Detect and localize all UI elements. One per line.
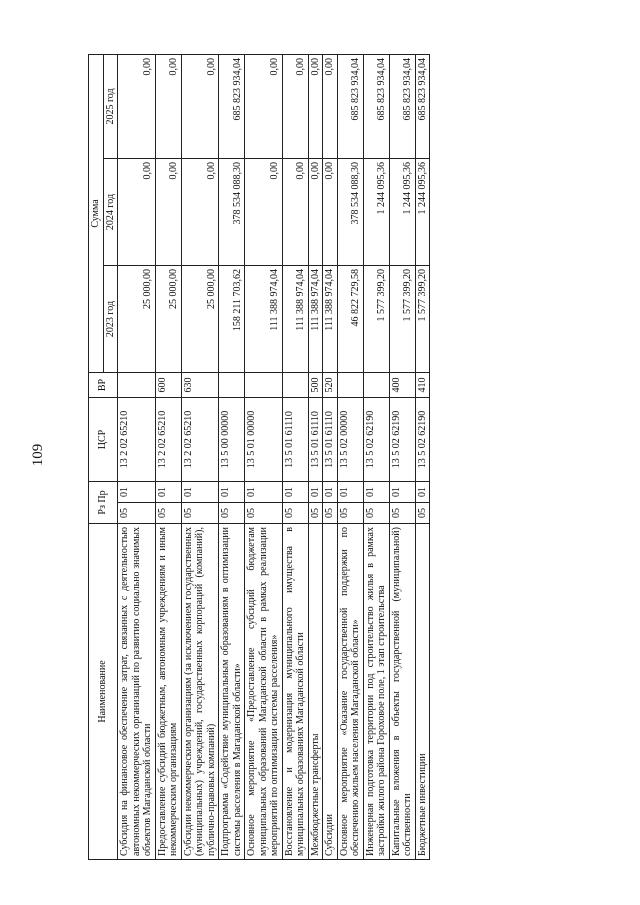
row-name: Субсидии xyxy=(323,524,338,860)
row-value-2025: 685 823 934,04 xyxy=(415,54,430,158)
header-year-2023: 2023 год xyxy=(103,265,118,372)
row-name: Капитальные вложения в объекты государственной (муниципальной) собственности xyxy=(389,524,415,860)
row-value-2025: 0,00 xyxy=(181,54,219,158)
row-vr xyxy=(363,372,389,397)
row-vr xyxy=(245,372,283,397)
row-csr: 13 5 01 61110 xyxy=(282,397,308,481)
row-value-2023: 1 577 399,20 xyxy=(389,265,415,372)
row-pr: 01 xyxy=(389,481,415,502)
table-row xyxy=(415,54,430,859)
row-csr: 13 5 00 00000 xyxy=(219,397,245,481)
table-row xyxy=(308,54,323,859)
row-rz: 05 xyxy=(245,503,283,524)
row-value-2023: 1 577 399,20 xyxy=(363,265,389,372)
row-value-2024: 1 244 095,36 xyxy=(363,158,389,265)
row-value-2023: 111 388 974,04 xyxy=(323,265,338,372)
row-value-2023: 25 000,00 xyxy=(155,265,181,372)
row-vr: 410 xyxy=(415,372,430,397)
table-row xyxy=(245,54,283,859)
row-name: Субсидии некоммерческим организациям (за исключением государственных (муниципальных) учреждений, государственных корпораций (компаний), публично-правовых компаний) xyxy=(181,524,219,860)
row-rz: 05 xyxy=(337,503,363,524)
table-row xyxy=(219,54,245,859)
table-row xyxy=(155,54,181,859)
row-value-2024: 0,00 xyxy=(245,158,283,265)
row-csr: 13 5 01 61110 xyxy=(323,397,338,481)
row-value-2023: 46 822 729,58 xyxy=(337,265,363,372)
header-name: Наименование xyxy=(89,524,118,860)
row-pr: 01 xyxy=(118,481,156,502)
row-value-2023: 25 000,00 xyxy=(181,265,219,372)
row-pr: 01 xyxy=(415,481,430,502)
table-row xyxy=(118,54,156,859)
row-rz: 05 xyxy=(389,503,415,524)
row-value-2023: 1 577 399,20 xyxy=(415,265,430,372)
row-vr: 520 xyxy=(323,372,338,397)
row-value-2024: 0,00 xyxy=(308,158,323,265)
row-name: Бюджетные инвестиции xyxy=(415,524,430,860)
row-pr: 01 xyxy=(363,481,389,502)
table-row xyxy=(282,54,308,859)
row-vr: 600 xyxy=(155,372,181,397)
row-value-2025: 0,00 xyxy=(308,54,323,158)
row-csr: 13 5 02 62190 xyxy=(415,397,430,481)
row-vr xyxy=(118,372,156,397)
row-rz: 05 xyxy=(415,503,430,524)
row-csr: 13 5 01 61110 xyxy=(308,397,323,481)
row-vr xyxy=(337,372,363,397)
row-csr: 13 2 02 65210 xyxy=(118,397,156,481)
header-year-2024: 2024 год xyxy=(103,158,118,265)
row-value-2024: 0,00 xyxy=(118,158,156,265)
row-name: Субсидия на финансовое обеспечение затрат, связанных с деятельностью автономных некоммерческих организаций по развитию социально значимых объектов Магаданской области xyxy=(118,524,156,860)
row-value-2025: 0,00 xyxy=(155,54,181,158)
page-number: 109 xyxy=(30,443,46,467)
row-name: Межбюджетные трансферты xyxy=(308,524,323,860)
row-pr: 01 xyxy=(219,481,245,502)
row-csr: 13 5 02 62190 xyxy=(389,397,415,481)
row-value-2024: 0,00 xyxy=(155,158,181,265)
row-value-2023: 158 211 703,62 xyxy=(219,265,245,372)
row-value-2024: 0,00 xyxy=(282,158,308,265)
row-value-2023: 111 388 974,04 xyxy=(245,265,283,372)
row-value-2024: 378 534 088,30 xyxy=(337,158,363,265)
row-rz: 05 xyxy=(282,503,308,524)
table-row xyxy=(363,54,389,859)
row-name: Предоставление субсидий бюджетным, автономным учреждениям и иным некоммерческим организациям xyxy=(155,524,181,860)
row-value-2024: 378 534 088,30 xyxy=(219,158,245,265)
row-csr: 13 5 01 00000 xyxy=(245,397,283,481)
row-value-2024: 1 244 095,36 xyxy=(389,158,415,265)
row-vr: 500 xyxy=(308,372,323,397)
row-pr: 01 xyxy=(181,481,219,502)
row-pr: 01 xyxy=(308,481,323,502)
row-value-2025: 685 823 934,04 xyxy=(363,54,389,158)
header-rzpr: Рз Пр xyxy=(89,481,118,523)
row-name: Инженерная подготовка территории под строительство жилья в рамках застройки жилого района Гороховое поле, 1 этап строительства xyxy=(363,524,389,860)
row-value-2024: 0,00 xyxy=(323,158,338,265)
rotated-budget-table xyxy=(88,55,558,860)
budget-table xyxy=(88,54,430,860)
row-rz: 05 xyxy=(219,503,245,524)
row-name: Восстановление и модернизация муниципального имущества в муниципальных образованиях Магаданской области xyxy=(282,524,308,860)
row-value-2023: 25 000,00 xyxy=(118,265,156,372)
header-vr: ВР xyxy=(89,372,118,397)
row-value-2025: 685 823 934,04 xyxy=(219,54,245,158)
row-name: Основное мероприятие «Оказание государственной поддержки по обеспечению жильем населения Магаданской области» xyxy=(337,524,363,860)
row-rz: 05 xyxy=(181,503,219,524)
table-row xyxy=(389,54,415,859)
row-value-2025: 0,00 xyxy=(118,54,156,158)
row-pr: 01 xyxy=(323,481,338,502)
header-csr: ЦСР xyxy=(89,397,118,481)
row-csr: 13 2 02 65210 xyxy=(181,397,219,481)
row-pr: 01 xyxy=(155,481,181,502)
table-body xyxy=(118,54,430,859)
row-rz: 05 xyxy=(118,503,156,524)
row-pr: 01 xyxy=(337,481,363,502)
row-value-2025: 685 823 934,04 xyxy=(337,54,363,158)
row-rz: 05 xyxy=(363,503,389,524)
row-value-2025: 0,00 xyxy=(323,54,338,158)
row-value-2025: 0,00 xyxy=(282,54,308,158)
row-value-2025: 685 823 934,04 xyxy=(389,54,415,158)
row-rz: 05 xyxy=(155,503,181,524)
row-value-2024: 1 244 095,36 xyxy=(415,158,430,265)
row-name: Подпрограмма «Содействие муниципальным образованиям в оптимизации системы расселения в Магаданской области» xyxy=(219,524,245,860)
table-row xyxy=(337,54,363,859)
header-sum: Сумма xyxy=(89,54,104,372)
row-value-2024: 0,00 xyxy=(181,158,219,265)
row-csr: 13 2 02 65210 xyxy=(155,397,181,481)
row-csr: 13 5 02 00000 xyxy=(337,397,363,481)
row-vr: 400 xyxy=(389,372,415,397)
header-year-2025: 2025 год xyxy=(103,54,118,158)
row-vr: 630 xyxy=(181,372,219,397)
row-rz: 05 xyxy=(323,503,338,524)
row-value-2025: 0,00 xyxy=(245,54,283,158)
row-vr xyxy=(219,372,245,397)
row-pr: 01 xyxy=(282,481,308,502)
row-pr: 01 xyxy=(245,481,283,502)
row-rz: 05 xyxy=(308,503,323,524)
row-value-2023: 111 388 974,04 xyxy=(282,265,308,372)
table-row xyxy=(323,54,338,859)
row-vr xyxy=(282,372,308,397)
row-name: Основное мероприятие «Предоставление субсидий бюджетам муниципальных образований Магаданской области в рамках реализации мероприятий по оптимизации системы расселения» xyxy=(245,524,283,860)
table-row xyxy=(181,54,219,859)
row-csr: 13 5 02 62190 xyxy=(363,397,389,481)
row-value-2023: 111 388 974,04 xyxy=(308,265,323,372)
